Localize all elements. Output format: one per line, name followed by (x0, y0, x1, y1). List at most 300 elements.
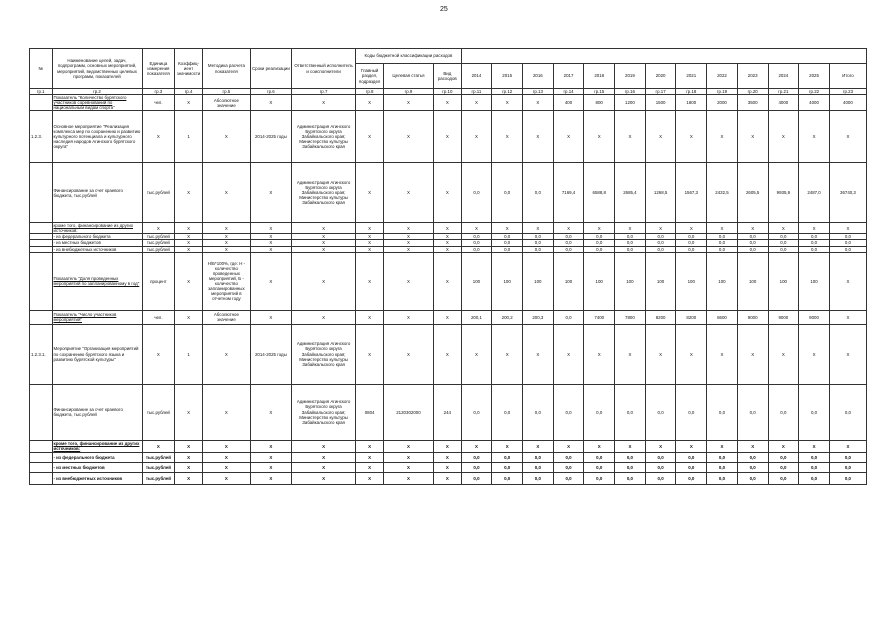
row-value-2017: 0,0 (553, 384, 584, 440)
row-value-2015: 0,0 (492, 246, 523, 252)
row-article: X (383, 472, 433, 484)
row-value-2023: 0,0 (737, 472, 768, 484)
table-row (30, 462, 867, 472)
row-value-2023: 3500 (737, 95, 768, 111)
header-year-2022: 2022 (707, 64, 738, 89)
row-razdel: X (356, 310, 384, 324)
row-terms: X (250, 310, 291, 324)
row-value-2024: 0,0 (768, 384, 799, 440)
column-number: гр.4 (175, 89, 203, 95)
row-razdel: X (356, 163, 384, 223)
row-value-2021: X (676, 324, 707, 384)
row-value-2016: X (523, 111, 554, 163)
row-vid: X (434, 324, 462, 384)
row-value-2025: 4000 (799, 95, 830, 111)
row-responsible: X (291, 223, 355, 234)
header-year-2024: 2024 (768, 64, 799, 89)
row-value-2014: X (461, 95, 492, 111)
row-razdel: X (356, 462, 384, 472)
row-terms: X (250, 384, 291, 440)
row-value-2016: 0,0 (523, 384, 554, 440)
row-value-2016: X (523, 223, 554, 234)
row-value-2019: X (615, 111, 646, 163)
row-total: X (829, 440, 866, 452)
row-value-2014: 0,0 (461, 163, 492, 223)
row-name: - из местных бюджетов (52, 462, 142, 472)
row-value-2024: 100 (768, 252, 799, 310)
header-year-2015: 2015 (492, 64, 523, 89)
column-number: гр.10 (434, 89, 462, 95)
header-coef: Коэффиц-иент значимости (175, 49, 203, 89)
row-vid: X (434, 252, 462, 310)
row-method: X (202, 462, 250, 472)
row-total: 0,0 (829, 246, 866, 252)
row-responsible: Администрация Агинского Бурятского округа Забайкальского края; Министерство культуры Забайкальского края (291, 163, 355, 223)
row-razdel: X (356, 223, 384, 234)
row-value-2019: 1200 (615, 95, 646, 111)
column-number: гр.12 (492, 89, 523, 95)
row-value-2018: X (584, 223, 615, 234)
header-unit: Единица измерения показателя (142, 49, 175, 89)
row-value-2022: 2000 (707, 95, 738, 111)
row-value-2023: 0,0 (737, 246, 768, 252)
row-method: X (202, 234, 250, 240)
column-number: гр.15 (584, 89, 615, 95)
row-value-2020: 1500 (645, 95, 676, 111)
table-row (30, 95, 867, 111)
row-value-2015: 0,0 (492, 462, 523, 472)
row-value-2021: 1800 (676, 95, 707, 111)
row-value-2019: 0,0 (615, 240, 646, 246)
row-vid: X (434, 240, 462, 246)
row-name: кроме того, финансирование из других источников: (52, 223, 142, 234)
row-value-2020: 0,0 (645, 384, 676, 440)
row-unit: X (142, 324, 175, 384)
row-terms: X (250, 252, 291, 310)
row-article: X (383, 310, 433, 324)
row-article: X (383, 324, 433, 384)
row-razdel: X (356, 111, 384, 163)
row-value-2022: 0,0 (707, 462, 738, 472)
row-total: 0,0 (829, 452, 866, 462)
row-article: X (383, 240, 433, 246)
row-value-2016: 0,0 (523, 163, 554, 223)
row-terms: 2014-2025 годы (250, 324, 291, 384)
row-method: X (202, 246, 250, 252)
row-coef: X (175, 462, 203, 472)
row-value-2014: X (461, 111, 492, 163)
row-coef: X (175, 163, 203, 223)
row-method: X (202, 111, 250, 163)
row-total: X (829, 324, 866, 384)
row-value-2018: 0,0 (584, 462, 615, 472)
row-responsible: X (291, 252, 355, 310)
row-responsible: X (291, 452, 355, 462)
row-article: X (383, 111, 433, 163)
row-responsible: Администрация Агинского Бурятского округа Забайкальского края; Министерство культуры Забайкальского края (291, 384, 355, 440)
row-vid: X (434, 472, 462, 484)
row-value-2017: 7169,4 (553, 163, 584, 223)
row-name: Показатель "Число участников мероприятий" (52, 310, 142, 324)
row-value-2016: 0,0 (523, 472, 554, 484)
column-number: гр.16 (615, 89, 646, 95)
row-value-2022: 2432,5 (707, 163, 738, 223)
table-row (30, 163, 867, 223)
row-terms: X (250, 452, 291, 462)
row-value-2015: 0,0 (492, 472, 523, 484)
row-value-2025: X (799, 440, 830, 452)
column-number: гр.19 (707, 89, 738, 95)
row-value-2023: X (737, 324, 768, 384)
row-number (30, 252, 53, 310)
row-responsible: X (291, 472, 355, 484)
row-value-2016: X (523, 440, 554, 452)
row-value-2015: X (492, 111, 523, 163)
row-value-2014: X (461, 223, 492, 234)
row-unit: X (142, 223, 175, 234)
row-value-2023: 2605,5 (737, 163, 768, 223)
row-coef: X (175, 252, 203, 310)
row-responsible: X (291, 240, 355, 246)
row-name: Финансирование за счет краевого бюджета, тыс.рублей (52, 384, 142, 440)
row-unit: тыс.рублей (142, 234, 175, 240)
header-year-2023: 2023 (737, 64, 768, 89)
table-row (30, 440, 867, 452)
row-value-2025: 9000 (799, 310, 830, 324)
column-number: гр.21 (768, 89, 799, 95)
row-value-2025: 0,0 (799, 240, 830, 246)
header-razdel: Главный раздел, подраздел (356, 64, 384, 89)
row-value-2025: 0,0 (799, 234, 830, 240)
row-value-2015: X (492, 324, 523, 384)
row-value-2020: 0,0 (645, 240, 676, 246)
row-value-2017: 0,0 (553, 472, 584, 484)
row-value-2023: 0,0 (737, 452, 768, 462)
row-vid: 244 (434, 384, 462, 440)
row-coef: 1 (175, 111, 203, 163)
row-value-2018: 0,0 (584, 234, 615, 240)
row-value-2015: 0,0 (492, 384, 523, 440)
row-value-2018: 7400 (584, 310, 615, 324)
row-value-2020: 0,0 (645, 452, 676, 462)
header-year-2014: 2014 (461, 64, 492, 89)
table-row (30, 310, 867, 324)
row-terms: X (250, 234, 291, 240)
row-value-2015: 100 (492, 252, 523, 310)
row-vid: X (434, 452, 462, 462)
row-responsible: X (291, 234, 355, 240)
row-article: X (383, 223, 433, 234)
row-value-2022: X (707, 440, 738, 452)
row-value-2023: 9000 (737, 310, 768, 324)
row-number (30, 462, 53, 472)
table-row (30, 384, 867, 440)
row-value-2018: 0,0 (584, 452, 615, 462)
row-number (30, 95, 53, 111)
column-number: гр.1 (30, 89, 53, 95)
row-value-2018: 0,0 (584, 384, 615, 440)
header-year-2018: 2018 (584, 64, 615, 89)
row-vid: X (434, 246, 462, 252)
header-resp: Ответственный исполнитель и соисполнители (291, 49, 355, 89)
row-value-2019: 7800 (615, 310, 646, 324)
row-name: - из федерального бюджета (52, 452, 142, 462)
row-number (30, 452, 53, 462)
column-number: гр.18 (676, 89, 707, 95)
row-value-2022: 0,0 (707, 240, 738, 246)
row-value-2023: 0,0 (737, 240, 768, 246)
row-razdel: X (356, 452, 384, 462)
row-value-2022: X (707, 111, 738, 163)
row-value-2016: 0,0 (523, 240, 554, 246)
row-value-2015: X (492, 223, 523, 234)
row-value-2018: 800 (584, 95, 615, 111)
row-value-2014: 0,0 (461, 240, 492, 246)
row-value-2015: X (492, 440, 523, 452)
row-unit: тыс.рублей (142, 240, 175, 246)
row-value-2020: 100 (645, 252, 676, 310)
row-value-2021: 0,0 (676, 234, 707, 240)
row-value-2024: X (768, 223, 799, 234)
row-value-2016: 0,0 (523, 452, 554, 462)
row-value-2017: 0,0 (553, 310, 584, 324)
column-number: гр.3 (142, 89, 175, 95)
row-value-2024: X (768, 440, 799, 452)
row-unit: X (142, 111, 175, 163)
row-value-2017: 0,0 (553, 452, 584, 462)
row-value-2022: 0,0 (707, 234, 738, 240)
row-value-2014: 0,0 (461, 472, 492, 484)
row-value-2024: 4000 (768, 95, 799, 111)
row-total: 36740,3 (829, 163, 866, 223)
header-codes: Коды бюджетной классификации расходов (356, 49, 461, 64)
row-value-2018: 0,0 (584, 246, 615, 252)
row-value-2023: X (737, 223, 768, 234)
row-unit: тыс.рублей (142, 452, 175, 462)
header-year-2019: 2019 (615, 64, 646, 89)
row-value-2020: X (645, 111, 676, 163)
row-method: X (202, 240, 250, 246)
row-vid: X (434, 440, 462, 452)
row-article: X (383, 234, 433, 240)
row-number (30, 384, 53, 440)
row-value-2019: 0,0 (615, 452, 646, 462)
row-value-2019: 100 (615, 252, 646, 310)
row-method: X (202, 324, 250, 384)
column-number: гр.7 (291, 89, 355, 95)
row-value-2020: 0,0 (645, 234, 676, 240)
row-name: Финансирование за счет краевого бюджета, тыс.рублей (52, 163, 142, 223)
row-value-2017: 0,0 (553, 462, 584, 472)
column-number: гр.20 (737, 89, 768, 95)
row-value-2018: 100 (584, 252, 615, 310)
row-coef: X (175, 440, 203, 452)
row-value-2021: 0,0 (676, 472, 707, 484)
header-num: № (30, 49, 53, 89)
row-value-2017: 0,0 (553, 246, 584, 252)
row-value-2023: X (737, 111, 768, 163)
row-value-2017: 0,0 (553, 240, 584, 246)
row-terms: X (250, 240, 291, 246)
row-value-2021: 100 (676, 252, 707, 310)
row-value-2020: 0,0 (645, 462, 676, 472)
row-terms: 2014-2025 годы (250, 111, 291, 163)
row-value-2019: 0,0 (615, 462, 646, 472)
row-value-2018: 0,0 (584, 472, 615, 484)
column-number: гр.11 (461, 89, 492, 95)
row-value-2025: 0,0 (799, 452, 830, 462)
row-value-2017: X (553, 111, 584, 163)
row-total: 0,0 (829, 462, 866, 472)
row-value-2024: 0,0 (768, 452, 799, 462)
row-value-2020: 0,0 (645, 246, 676, 252)
row-value-2019: 0,0 (615, 384, 646, 440)
row-value-2015: X (492, 95, 523, 111)
row-value-2015: 200,2 (492, 310, 523, 324)
row-value-2021: X (676, 223, 707, 234)
row-value-2014: 0,0 (461, 452, 492, 462)
row-value-2019: X (615, 324, 646, 384)
row-unit: процент (142, 252, 175, 310)
row-value-2018: X (584, 440, 615, 452)
row-value-2021: 0,0 (676, 240, 707, 246)
row-article: X (383, 246, 433, 252)
table-row (30, 111, 867, 163)
table-row (30, 223, 867, 234)
row-responsible: X (291, 440, 355, 452)
row-value-2025: 0,0 (799, 246, 830, 252)
row-article: X (383, 252, 433, 310)
row-value-2024: 9000 (768, 310, 799, 324)
row-razdel: X (356, 234, 384, 240)
row-razdel: X (356, 252, 384, 310)
row-razdel: 0804 (356, 384, 384, 440)
column-number: гр.2 (52, 89, 142, 95)
row-value-2014: 0,0 (461, 384, 492, 440)
row-terms: X (250, 462, 291, 472)
row-name: кроме того, финансирование из других источников: (52, 440, 142, 452)
row-value-2025: 0,0 (799, 462, 830, 472)
row-value-2023: 100 (737, 252, 768, 310)
header-row-1 (30, 49, 867, 64)
header-name: Наименование целей, задач, подпрограмм, основных мероприятий, мероприятий, ведомственных целевых программ, показателей (52, 49, 142, 89)
row-value-2014: X (461, 440, 492, 452)
row-value-2023: X (737, 440, 768, 452)
row-value-2019: 0,0 (615, 234, 646, 240)
row-value-2024: 0,0 (768, 240, 799, 246)
column-number: гр.14 (553, 89, 584, 95)
row-value-2025: 0,0 (799, 384, 830, 440)
row-article: X (383, 163, 433, 223)
row-value-2024: 0,0 (768, 246, 799, 252)
row-responsible: Администрация Агинского Бурятского округа Забайкальского края; Министерство культуры Забайкальского края (291, 324, 355, 384)
row-value-2015: 0,0 (492, 163, 523, 223)
row-name: Показатель "Доля проведенных мероприятий по запланированному в год" (52, 252, 142, 310)
row-name: - из внебюджетных источников (52, 472, 142, 484)
header-year-2020: 2020 (645, 64, 676, 89)
row-razdel: X (356, 440, 384, 452)
row-number (30, 440, 53, 452)
row-value-2015: 0,0 (492, 234, 523, 240)
row-terms: X (250, 223, 291, 234)
column-number: гр.13 (523, 89, 554, 95)
row-value-2017: X (553, 440, 584, 452)
header-vid: Вид расходов (434, 64, 462, 89)
row-vid: X (434, 95, 462, 111)
row-value-2022: 0,0 (707, 472, 738, 484)
row-value-2020: X (645, 223, 676, 234)
row-coef: X (175, 223, 203, 234)
column-number: гр.23 (829, 89, 866, 95)
column-number: гр.5 (202, 89, 250, 95)
row-value-2025: X (799, 111, 830, 163)
row-value-2018: 0,0 (584, 240, 615, 246)
row-value-2024: X (768, 111, 799, 163)
row-method: X (202, 452, 250, 462)
row-total: X (829, 223, 866, 234)
row-coef: X (175, 234, 203, 240)
row-name: Основное мероприятие "Реализация комплекса мер по сохранению и развитию культурного потенциала и культурного наследия народов Агинского бурятского округа" (52, 111, 142, 163)
row-value-2023: 0,0 (737, 384, 768, 440)
row-responsible: X (291, 246, 355, 252)
header-article: Целевая статья (383, 64, 433, 89)
table-row (30, 252, 867, 310)
row-razdel: X (356, 472, 384, 484)
row-value-2024: 0,0 (768, 462, 799, 472)
row-coef: X (175, 95, 203, 111)
row-unit: тыс.рублей (142, 384, 175, 440)
row-unit: тыс.рублей (142, 163, 175, 223)
row-value-2022: 0,0 (707, 452, 738, 462)
row-article: X (383, 462, 433, 472)
row-number (30, 223, 53, 234)
row-coef: X (175, 452, 203, 462)
row-value-2017: 0,0 (553, 234, 584, 240)
row-value-2021: 0,0 (676, 384, 707, 440)
row-value-2016: 0,0 (523, 246, 554, 252)
row-total: 0,0 (829, 240, 866, 246)
row-value-2015: 0,0 (492, 240, 523, 246)
row-value-2014: 0,0 (461, 246, 492, 252)
header-total: Итого (829, 64, 866, 89)
row-value-2022: 100 (707, 252, 738, 310)
header-method: Методика расчета показателя (202, 49, 250, 89)
row-coef: 1 (175, 324, 203, 384)
row-total: 0,0 (829, 472, 866, 484)
row-total: X (829, 111, 866, 163)
row-value-2024: 0,0 (768, 472, 799, 484)
row-coef: X (175, 240, 203, 246)
row-value-2020: 0,0 (645, 472, 676, 484)
row-value-2014: 100 (461, 252, 492, 310)
row-value-2020: 1268,5 (645, 163, 676, 223)
header-terms: Сроки реализации (250, 49, 291, 89)
row-value-2025: 2487,0 (799, 163, 830, 223)
row-value-2019: 2685,4 (615, 163, 646, 223)
header-blank (461, 49, 866, 64)
row-razdel: X (356, 95, 384, 111)
row-method: Абсолютное значение (202, 95, 250, 111)
row-value-2020: X (645, 324, 676, 384)
row-value-2018: 6588,8 (584, 163, 615, 223)
table-body (30, 49, 867, 485)
row-value-2021: 0,0 (676, 246, 707, 252)
row-value-2025: 0,0 (799, 472, 830, 484)
row-name: Мероприятие "Организация мероприятий по сохранению бурятского языка и развитию бурятской культуры" (52, 324, 142, 384)
row-unit: X (142, 440, 175, 452)
row-article: X (383, 95, 433, 111)
row-value-2017: X (553, 324, 584, 384)
